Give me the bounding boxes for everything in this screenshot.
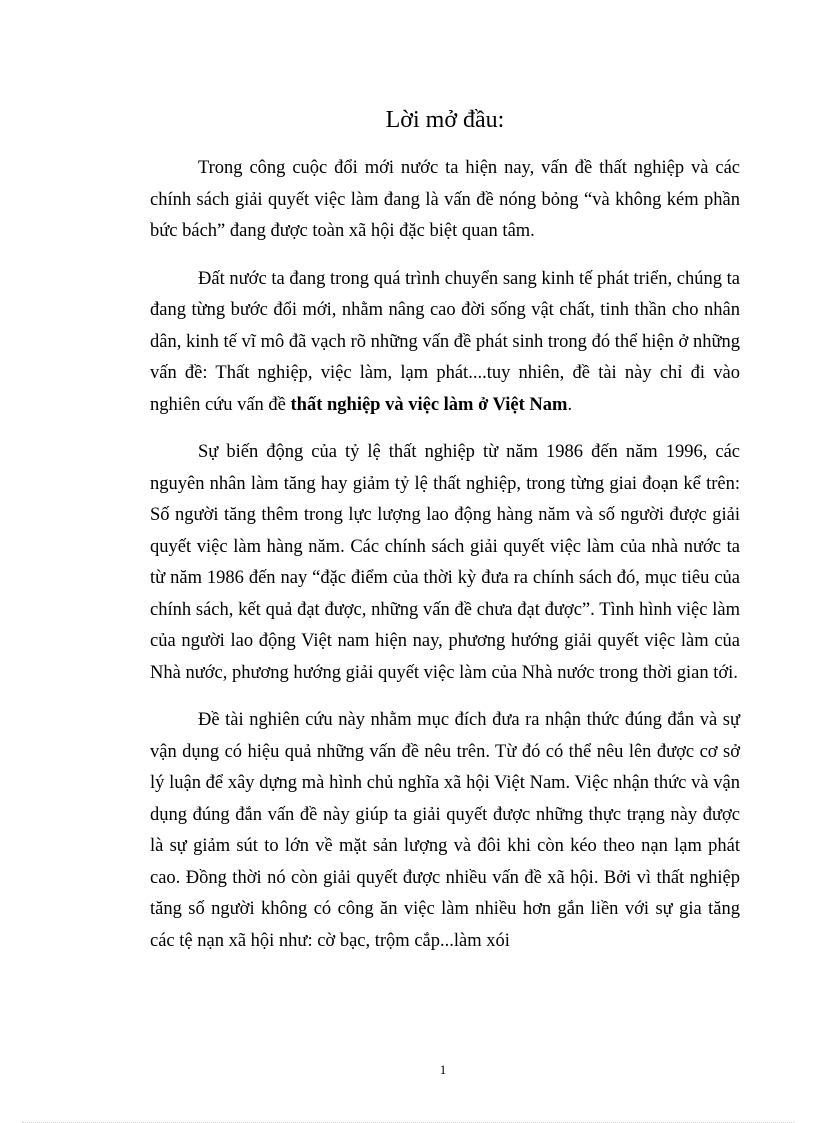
paragraph-2-bold-topic: thất nghiệp và việc làm ở Việt Nam xyxy=(290,394,568,415)
paragraph-2 xyxy=(150,264,740,422)
paragraph-3: Sự biến động của tỷ lệ thất nghiệp từ năm 1986 đến năm 1996, các nguyên nhân làm tăng hay giảm tỷ lệ thất nghiệp, trong từng giai đoạn kể trên: Số người tăng thêm trong lực lượng lao động hàng năm và số người được giải quyết việc làm hàng năm. Các chính sách giải quyết việc làm của nhà nước ta từ năm 1986 đến nay “đặc điểm của thời kỳ đưa ra chính sách đó, mục tiêu của chính sách, kết quả đạt được, những vấn đề chưa đạt được”. Tình hình việc làm của người lao động Việt nam hiện nay, phương hướng giải quyết việc làm của Nhà nước, phương hướng giải quyết việc làm của Nhà nước trong thời gian tới. xyxy=(150,442,740,683)
page-number: 1 xyxy=(439,1062,447,1077)
paragraph-2-period: . xyxy=(567,394,573,415)
paragraph-1: Trong công cuộc đổi mới nước ta hiện nay, vấn đề thất nghiệp và các chính sách giải quyết việc làm đang là vấn đề nóng bỏng “và không kém phần bức bách” đang được toàn xã hội đặc biệt quan tâm. xyxy=(150,158,740,241)
paragraph-4: Đề tài nghiên cứu này nhằm mục đích đưa ra nhận thức đúng đắn và sự vận dụng có hiệu quả những vấn đề nêu trên. Từ đó có thể nêu lên được cơ sở lý luận để xây dựng mà hình chủ nghĩa xã hội Việt Nam. Việc nhận thức và vận dụng đúng đắn vấn đề này giúp ta giải quyết được những thực trạng này được là sự giảm sút to lớn về mặt sản lượng và đôi khi còn kéo theo nạn lạm phát cao. Đồng thời nó còn giải quyết được nhiều vấn đề xã hội. Bởi vì thất nghiệp tăng số người không có công ăn việc làm nhiều hơn gắn liền với sự gia tăng các tệ nạn xã hội như: cờ bạc, trộm cắp...làm xói xyxy=(150,710,740,951)
document-body xyxy=(150,103,740,973)
paragraph-2-text: Đất nước ta đang trong quá trình chuyển sang kinh tế phát triển, chúng ta đang từng bước đổi mới, nhằm nâng cao đời sống vật chất, tinh thần cho nhân dân, kinh tế vĩ mô đã vạch rõ những vấn đề phát sinh trong đó thể hiện ở những vấn đề: Thất nghiệp, việc làm, lạm phát....tuy nhiên, đề tài này chỉ đi vào nghiên cứu vấn đề xyxy=(150,268,740,415)
document-title: Lời mở đầu: xyxy=(385,107,505,133)
